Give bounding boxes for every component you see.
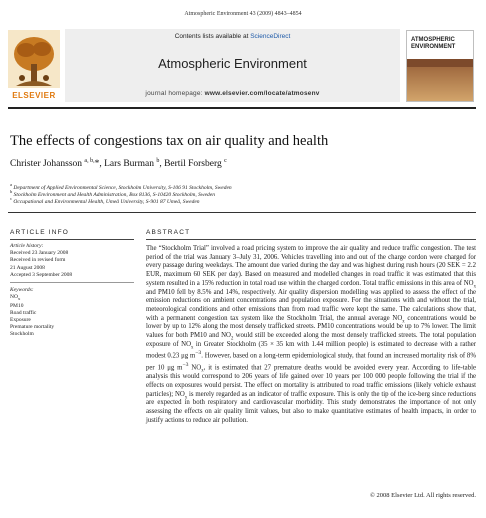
sciencedirect-link[interactable]: ScienceDirect (250, 33, 291, 40)
keyword: Road traffic (10, 309, 37, 316)
history-line: 21 August 2008 (10, 264, 45, 271)
keyword: Stockholm (10, 331, 34, 338)
affiliation-c: $^c$ Occupational and Environmental Health, Umeå University, S-901 87 Umeå, Sweden (10, 196, 200, 205)
cover-band (407, 59, 473, 67)
history-line: Received in revised form (10, 257, 66, 264)
running-head: Atmospheric Environment 43 (2009) 4843–4854 (184, 11, 302, 17)
article-title: The effects of congestions tax on air quality and health (10, 133, 329, 149)
elsevier-wordmark: ELSEVIER (12, 91, 56, 100)
journal-cover-thumbnail (406, 30, 474, 102)
keyword: Premature mortality (10, 324, 55, 331)
cover-image (407, 67, 473, 101)
history-line: Received 23 January 2008 (10, 250, 69, 257)
journal-homepage (65, 90, 400, 97)
article-info-rule (10, 239, 134, 240)
history-rule (10, 282, 134, 283)
affiliation-b: $^b$ Stockholm Environment and Health Administration, Box 8136, S-10420 Stockholm, Sweden (10, 189, 215, 198)
homepage-url-link[interactable]: www.elsevier.com/locate/atmosenv (204, 90, 320, 97)
article-history (10, 243, 134, 279)
contents-line (65, 33, 400, 40)
history-label: Article history: (10, 243, 44, 249)
contents-prefix: Contents lists available at (174, 33, 251, 40)
author-list: Christer Johansson $^{a, b,}$*, Lars Burman $^b$, Bertil Forsberg $^c$ (10, 158, 227, 170)
journal-title: Atmospheric Environment (158, 56, 307, 71)
homepage-label: journal homepage: (145, 90, 205, 97)
affiliation-a: $^a$ Department of Applied Environmental Science, Stockholm University, S-106 91 Stockholm, Sweden (10, 182, 232, 191)
cover-title: ATMOSPHERIC ENVIRONMENT (411, 37, 456, 50)
abstract-rule (146, 239, 476, 240)
keyword: Exposure (10, 316, 31, 323)
history-line: Accepted 3 September 2008 (10, 271, 73, 278)
keyword: $NO_x$ (10, 294, 21, 302)
keywords-label: Keywords: (10, 287, 34, 293)
copyright-line: © 2008 Elsevier Ltd. All rights reserved. (369, 492, 476, 499)
keywords (10, 287, 134, 339)
section-rule (8, 212, 476, 213)
abstract-heading: ABSTRACT (146, 229, 191, 236)
header-rule (8, 107, 476, 109)
abstract-text: The “Stockholm Trial” involved a road pricing system to improve the air quality and reduce traffic congestion. The test period of the trial was January 3–July 31, 2006. Vehicles travelling into and out of the charge cordon were charged for every passage during weekdays. The amount due varied during the day and was highest during rush hours (20 SEK = 2.2 EUR, maximum 60 SEK per day). Based on measured and modelled changes in road traffic it was estimated that this system resulted in a 15% reduction in total road use within the charged cordon. Total traffic emissions in this area of $NO_x$ and PM10 fell by 8.5% and 14%, respectively. Air quality dispersion modelling was applied to assess the effect of the emission reductions on ambient concentrations and population exposure. For the situations with and without the trial, meteorological conditions and other emissions than from road traffic were kept the same. The calculations show that, with a permanent congestion tax system like the Stockholm Trial, the annual average $NO_x$ concentrations would be lower by up to 12% along the most densely trafficked streets. PM10 concentrations would be up to 7% lower. The limit values for both PM10 and $NO_2$ would still be exceeded along the most densely trafficked streets. The total population exposure of $NO_x$ in Greater Stockholm (35 × 35 km with 1.44 million people) is estimated to decrease with a rather modest 0.23 μg $m^{-3}$. However, based on a long-term epidemiological study, that found an increased mortality risk of 8% per 10 μg $m^{-3}$ $NO_x$, it is estimated that 27 premature deaths would be avoided every year. According to life-table analysis this would correspond to 206 years of life gained over 10 years per 100 000 people following the trial if the effects on exposures would persist. The effect on mortality is attributed to road traffic emissions (likely vehicle exhaust particles); $NO_x$ is merely regarded as an indicator of traffic exposure. This is only the tip of the ice-berg since reductions are expected in both respiratory and cardiovascular morbidity. This study demonstrates the importance of not only assessing the effects on air quality limit values, but also to make quantitative estimates of health impacts, in order to justify actions to reduce air pollution. (146, 245, 477, 424)
article-info-heading: ARTICLE INFO (10, 229, 70, 236)
keyword: PM10 (10, 302, 24, 309)
